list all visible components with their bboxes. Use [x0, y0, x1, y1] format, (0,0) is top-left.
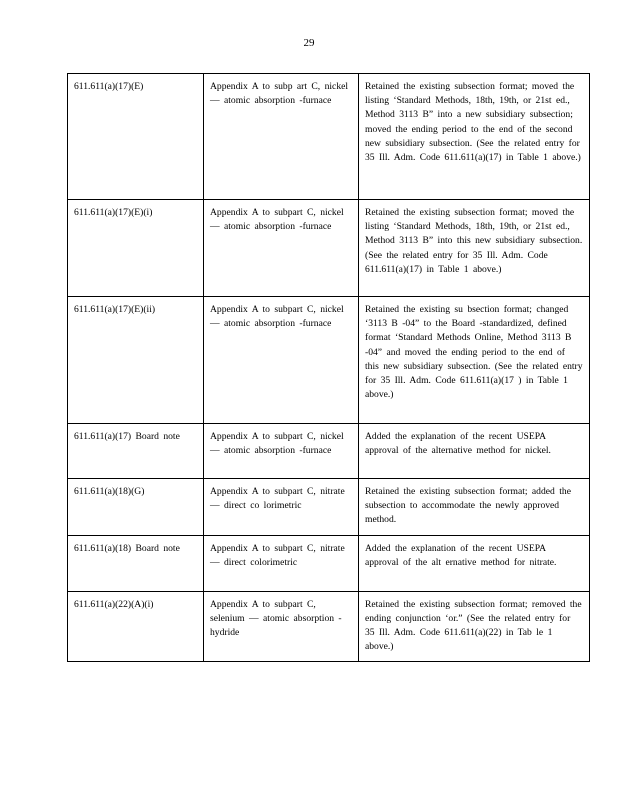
action-cell: Retained the existing subsection format; moved the listing ‘Standard Methods, 18th, 19th, or 21st ed., Method 3113 B” into a new subsidiary subsection; moved the ending period to the end of the second new subsidiary subsection. (See the related entry for 35 Ill. Adm. Code 611.611(a)(17) in Table 1 above.) — [359, 74, 590, 200]
amendments-table — [67, 73, 590, 662]
section-cell: 611.611(a)(17)(E) — [68, 74, 204, 200]
action-cell: Retained the existing su bsection format; changed ‘3113 B -04” to the Board -standardized, defined format ‘Standard Methods Online, Method 3113 B -04” and moved the ending period to the end of this new subsidiary subsection. (See the related entry for 35 Ill. Adm. Code 611.611(a)(17 ) in Table 1 above.) — [359, 297, 590, 424]
source-cell: Appendix A to subpart C, nickel — atomic absorption -furnace — [204, 424, 359, 479]
action-cell: Added the explanation of the recent USEPA approval of the alt ernative method for nitrate. — [359, 535, 590, 591]
action-cell: Retained the existing subsection format; added the subsection to accommodate the newly approved method. — [359, 479, 590, 536]
source-cell: Appendix A to subpart C, nickel — atomic absorption -furnace — [204, 297, 359, 424]
section-cell: 611.611(a)(22)(A)(i) — [68, 591, 204, 662]
source-cell: Appendix A to subpart C, nitrate — direct colorimetric — [204, 535, 359, 591]
table-row — [68, 74, 590, 200]
action-cell: Retained the existing subsection format; moved the listing ‘Standard Methods, 18th, 19th, or 21st ed., Method 3113 B” into this new subsidiary subsection. (See the related entry for 35 Ill. Adm. Code 611.611(a)(17) in Table 1 above.) — [359, 200, 590, 297]
section-cell: 611.611(a)(17) Board note — [68, 424, 204, 479]
action-cell: Retained the existing subsection format; removed the ending conjunction ‘or.” (See the related entry for 35 Ill. Adm. Code 611.611(a)(22) in Tab le 1 above.) — [359, 591, 590, 662]
source-cell: Appendix A to subpart C, nickel — atomic absorption -furnace — [204, 200, 359, 297]
source-cell: Appendix A to subp art C, nickel — atomic absorption -furnace — [204, 74, 359, 200]
source-cell: Appendix A to subpart C, selenium — atomic absorption -hydride — [204, 591, 359, 662]
table-row — [68, 479, 590, 536]
section-cell: 611.611(a)(17)(E)(ii) — [68, 297, 204, 424]
page-number: 29 — [303, 37, 315, 49]
section-cell: 611.611(a)(18)(G) — [68, 479, 204, 536]
source-cell: Appendix A to subpart C, nitrate — direct co lorimetric — [204, 479, 359, 536]
table-row — [68, 424, 590, 479]
table-row — [68, 297, 590, 424]
table-row — [68, 535, 590, 591]
table-row — [68, 591, 590, 662]
section-cell: 611.611(a)(18) Board note — [68, 535, 204, 591]
action-cell: Added the explanation of the recent USEPA approval of the alternative method for nickel. — [359, 424, 590, 479]
section-cell: 611.611(a)(17)(E)(i) — [68, 200, 204, 297]
table-row — [68, 200, 590, 297]
